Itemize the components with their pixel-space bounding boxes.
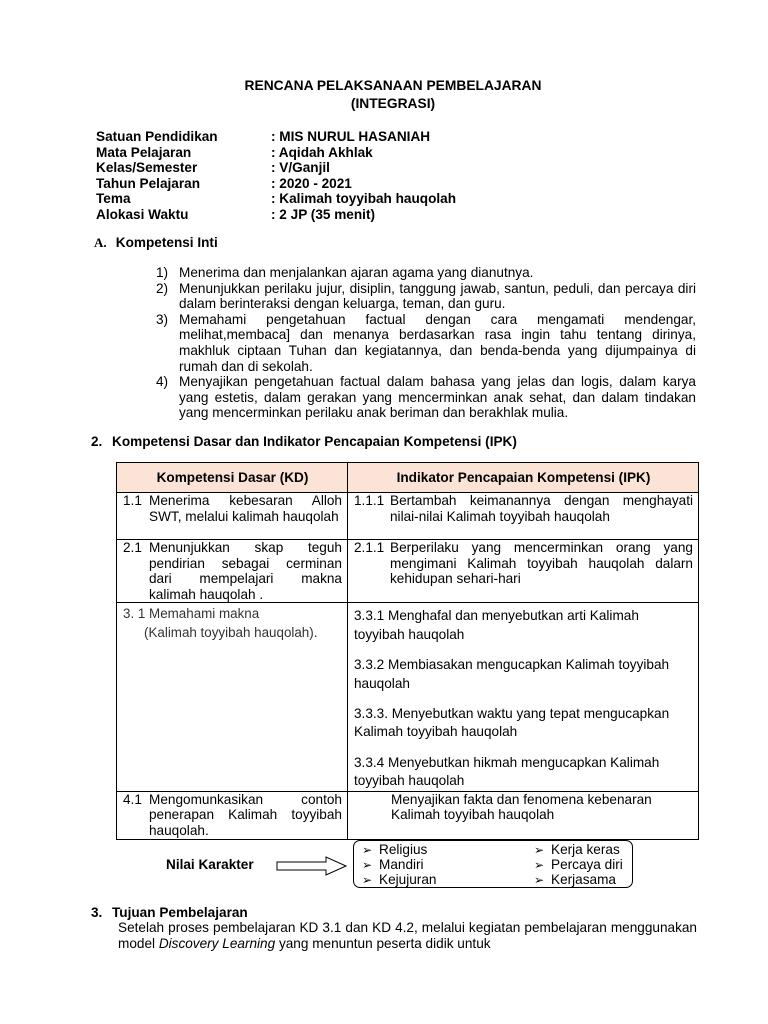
list-item-text: Menerima dan menjalankan ajaran agama yang dianutnya. <box>179 265 534 280</box>
karakter-value: Mandiri <box>379 857 424 872</box>
identity-block <box>96 129 456 223</box>
ipk-cell <box>348 493 699 540</box>
section-a-title: Kompetensi Inti <box>115 235 218 250</box>
ipk-text: Berperilaku yang mencerminkan orang yang mengimani Kalimah toyyibah hauqolah dalarn kehidupan sehari-hari <box>390 540 693 587</box>
ipk-cell <box>348 603 699 791</box>
identity-row <box>96 160 456 176</box>
list-item <box>362 857 424 873</box>
identity-label: Kelas/Semester <box>96 160 198 176</box>
identity-value: : V/Ganjil <box>271 160 330 176</box>
section-a-heading <box>94 235 218 250</box>
arrow-bullet-icon: ➢ <box>534 873 545 887</box>
identity-value: : 2020 - 2021 <box>271 175 352 191</box>
kd-text: (Kalimah toyyibah hauqolah). <box>144 624 318 640</box>
list-item <box>534 842 620 858</box>
kd-cell <box>117 493 348 540</box>
section-3-number: 3. <box>91 905 103 920</box>
identity-label: Tema <box>96 191 131 207</box>
kd-ipk-table <box>116 462 699 840</box>
karakter-value: Kejujuran <box>379 872 437 887</box>
section-2-number: 2. <box>91 434 103 449</box>
document-title: RENCANA PELAKSANAAN PEMBELAJARAN <box>244 78 542 93</box>
identity-value: : Aqidah Akhlak <box>271 144 373 160</box>
karakter-value: Percaya diri <box>551 857 623 872</box>
list-item-number: 2) <box>156 280 169 296</box>
kompetensi-inti-list <box>156 265 696 421</box>
nilai-karakter-box <box>353 840 633 888</box>
identity-row <box>96 207 456 223</box>
nilai-karakter-label: Nilai Karakter <box>166 857 254 872</box>
arrow-bullet-icon: ➢ <box>534 858 545 872</box>
list-item <box>534 872 616 888</box>
list-item <box>362 842 427 858</box>
ipk-text: Bertambah keimanannya dengan menghayati nilai-nilai Kalimah toyyibah hauqolah <box>390 493 693 524</box>
arrow-bullet-icon: ➢ <box>362 843 373 857</box>
list-item-number: 3) <box>156 311 169 327</box>
table-row <box>117 603 699 791</box>
karakter-value: Religius <box>379 842 428 857</box>
tujuan-text: Setelah proses pembelajaran KD 3.1 dan KD 4.2, melalui kegiatan pembelajaran menggunakan model <box>118 920 697 951</box>
kd-cell <box>117 791 348 839</box>
karakter-value: Kerja keras <box>551 842 620 857</box>
list-item-number: 1) <box>156 265 169 280</box>
section-a-mark: A. <box>94 235 107 250</box>
tujuan-text: yang menuntun peserta didik untuk <box>275 935 491 951</box>
list-item-text: Menyajikan pengetahuan factual dalam bahasa yang jelas dan logis, dalam karya yang estetis, dalam gerakan yang mencerminkan anak sehat, dan dalam tindakan yang mencerminkan perilaku anak beriman dan berakhlak mulia. <box>179 374 696 421</box>
identity-value: : Kalimah toyyibah hauqolah <box>271 191 457 207</box>
identity-row <box>96 145 456 161</box>
section-3-heading <box>91 905 248 920</box>
identity-value: : MIS NURUL HASANIAH <box>271 129 431 144</box>
list-item <box>156 281 696 312</box>
header-kd: Kompetensi Dasar (KD) <box>117 463 348 493</box>
table-row <box>117 540 699 603</box>
tujuan-paragraph <box>118 920 697 951</box>
list-item <box>156 374 696 421</box>
ipk-cell <box>348 791 699 839</box>
list-item-number: 4) <box>156 374 169 390</box>
kd-number: 4.1 <box>123 791 142 807</box>
section-2-title: Kompetensi Dasar dan Indikator Pencapaian Kompetensi (IPK) <box>112 434 517 449</box>
ipk-text: 3.3.3. Menyebutkan waktu yang tepat mengucapkan Kalimah toyyibah hauqolah <box>354 706 670 740</box>
identity-label: Tahun Pelajaran <box>96 175 200 191</box>
kd-text: Menerima kebesaran Alloh SWT, melalui kalimah hauqolah <box>149 493 342 524</box>
identity-row <box>96 191 456 207</box>
right-arrow-icon <box>276 855 348 877</box>
identity-label: Alokasi Waktu <box>96 206 189 222</box>
table-header-row <box>117 463 699 493</box>
ipk-number: 1.1.1 <box>354 493 385 508</box>
kd-text: 3. 1 Memahami makna <box>123 606 260 622</box>
ipk-cell <box>348 540 699 603</box>
ipk-text: Menyajikan fakta dan fenomena kebenaran Kalimah toyyibah hauqolah <box>391 791 652 823</box>
ipk-number: 2.1.1 <box>354 540 385 555</box>
header-ipk: Indikator Pencapaian Kompetensi (IPK) <box>348 463 699 493</box>
identity-row <box>96 129 456 145</box>
ipk-text: 3.3.2 Membiasakan mengucapkan Kalimah toyyibah hauqolah <box>354 657 670 691</box>
list-item <box>534 857 623 873</box>
identity-label: Satuan Pendidikan <box>96 129 218 144</box>
kd-number: 1.1 <box>123 493 142 508</box>
identity-row <box>96 176 456 192</box>
ipk-text: 3.3.1 Menghafal dan menyebutkan arti Kalimah toyyibah hauqolah <box>354 608 639 642</box>
karakter-value: Kerjasama <box>551 872 616 887</box>
identity-value: : 2 JP (35 menit) <box>271 206 376 222</box>
section-2-heading <box>91 434 517 449</box>
table-row <box>117 493 699 540</box>
kd-cell <box>117 540 348 603</box>
arrow-bullet-icon: ➢ <box>362 858 373 872</box>
kd-cell <box>117 603 348 791</box>
kd-text: Menunjukkan skap teguh pendirian sebagai cerminan dari mempelajari makna kalimah hauqolah . <box>149 540 342 602</box>
list-item <box>156 265 696 281</box>
kd-number: 2.1 <box>123 540 142 555</box>
section-3-title: Tujuan Pembelajaran <box>112 905 248 920</box>
identity-label: Mata Pelajaran <box>96 144 192 160</box>
list-item-text: Menunjukkan perilaku jujur, disiplin, tanggung jawab, santun, peduli, dan percaya diri dalam berinteraksi dengan keluarga, teman, dan guru. <box>179 280 696 312</box>
ipk-text: 3.3.4 Menyebutkan hikmah mengucapkan Kalimah toyyibah hauqolah <box>354 754 660 789</box>
document-subtitle: (INTEGRASI) <box>350 96 436 111</box>
list-item <box>156 312 696 374</box>
kd-text: Mengomunkasikan contoh penerapan Kalimah toyyibah hauqolah. <box>149 791 342 838</box>
list-item-text: Memahami pengetahuan factual dengan cara mengamati mendengar, melihat,membaca] dan menanya berdasarkan rasa ingin tahu tentang dirinya, makhluk ciptaan Tuhan dan kegiatannya, dan benda-benda yang dijumpainya di rumah dan di sekolah. <box>179 311 696 374</box>
arrow-bullet-icon: ➢ <box>362 873 373 887</box>
list-item <box>362 872 436 888</box>
model-name: Discovery Learning <box>158 935 276 951</box>
arrow-bullet-icon: ➢ <box>534 843 545 857</box>
table-row <box>117 791 699 839</box>
